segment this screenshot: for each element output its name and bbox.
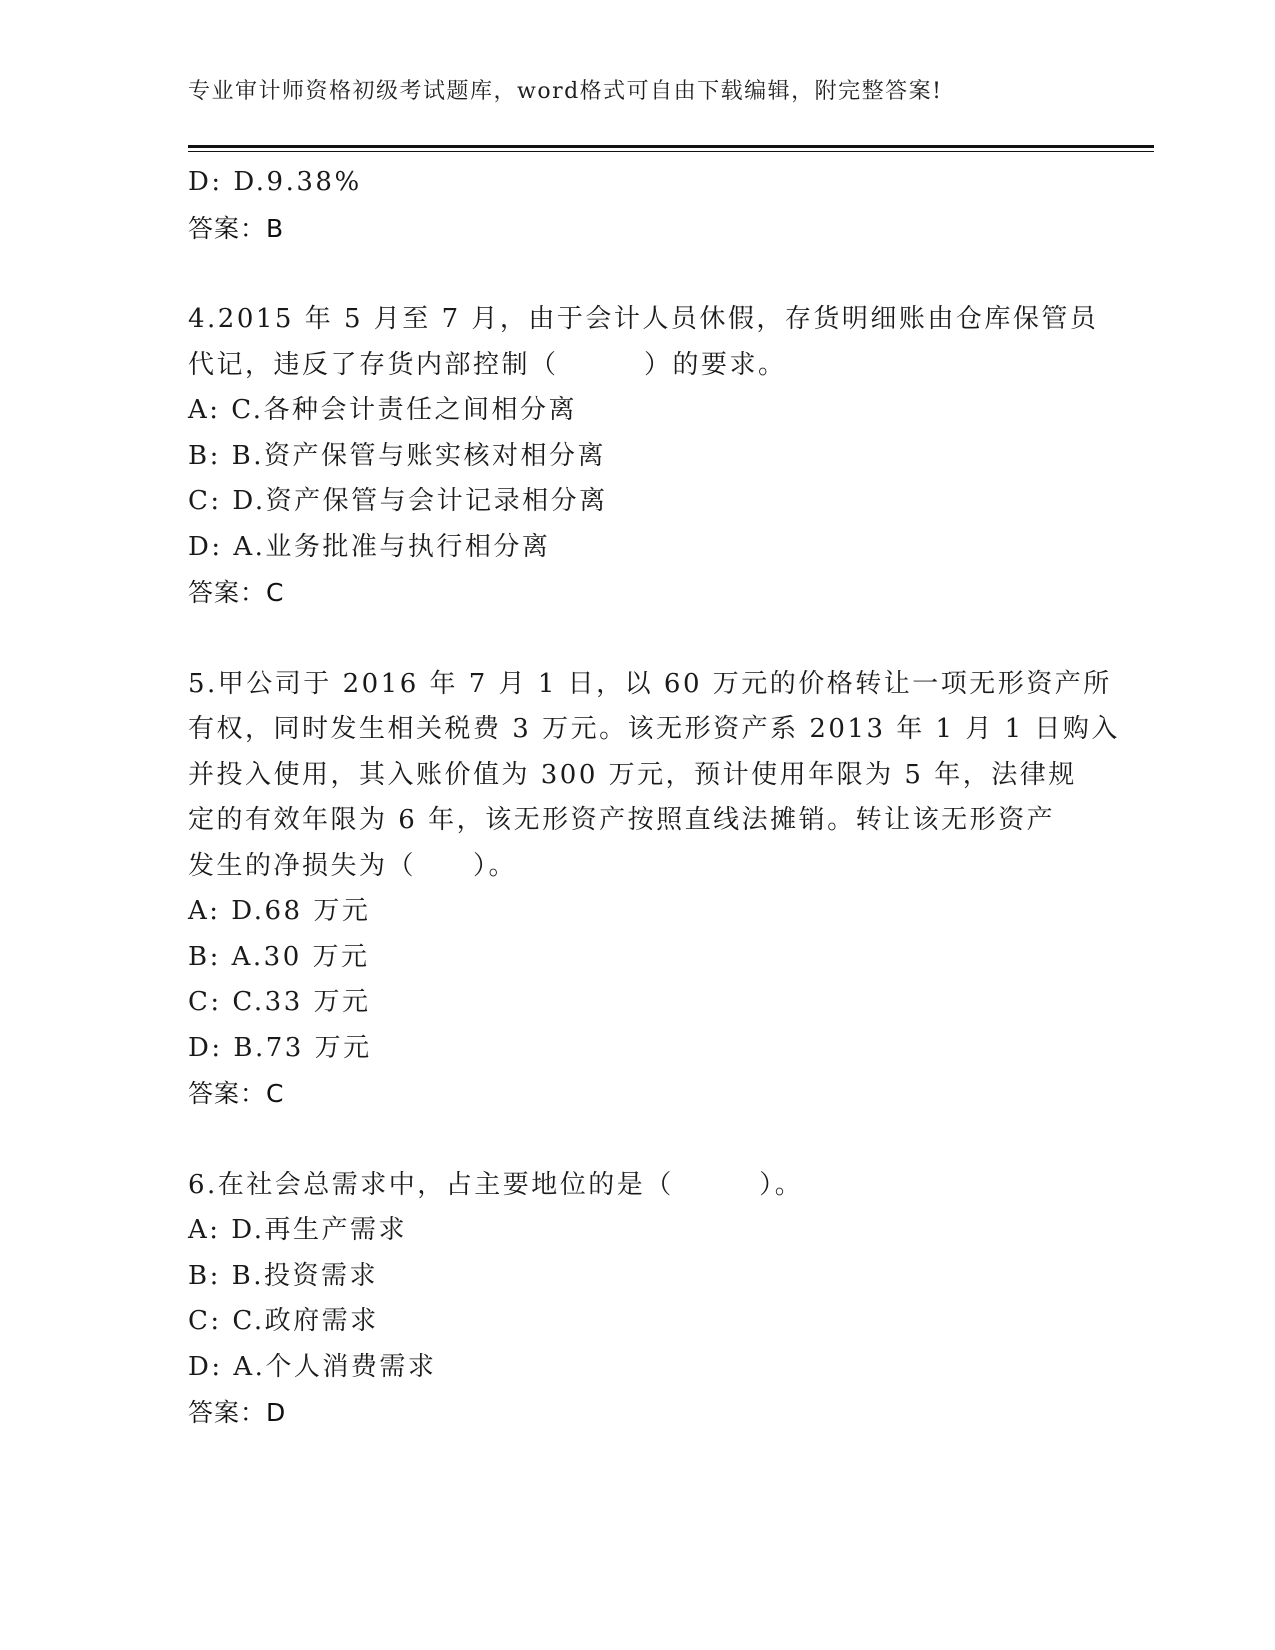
option-d: D: B.73 万元 — [188, 1032, 372, 1063]
option-a: A: D.再生产需求 — [188, 1215, 407, 1245]
question-text-line: 5.甲公司于 2016 年 7 月 1 日，以 60 万元的价格转让一项无形资产所 — [188, 668, 1112, 699]
document-body — [188, 160, 1120, 1436]
option-c: C: D.资产保管与会计记录相分离 — [188, 486, 608, 516]
question-text-line: 6.在社会总需求中，占主要地位的是（ ）。 — [188, 1169, 804, 1200]
question-text-line: 并投入使用，其入账价值为 300 万元，预计使用年限为 5 年，法律规 — [188, 759, 1077, 790]
option-a: A: D.68 万元 — [188, 896, 371, 926]
question-5 — [188, 662, 1120, 1117]
option-b: B: B.投资需求 — [188, 1260, 379, 1291]
answer: 答案：C — [188, 1079, 285, 1108]
header-rule-thick — [188, 145, 1154, 148]
question-text-line: 定的有效年限为 6 年，该无形资产按照直线法摊销。转让该无形资产 — [188, 805, 1056, 835]
option-c: C: C.33 万元 — [188, 987, 371, 1017]
question-text-line: 代记，违反了存货内部控制（ ）的要求。 — [188, 349, 787, 380]
option-b: B: A.30 万元 — [188, 941, 370, 972]
question-text-line: 发生的净损失为（ ）。 — [188, 850, 518, 881]
answer: 答案：C — [188, 578, 285, 607]
page-header: 专业审计师资格初级考试题库，word格式可自由下载编辑，附完整答案! — [188, 79, 943, 104]
answer: 答案：D — [188, 1398, 287, 1427]
question-text-line: 有权，同时发生相关税费 3 万元。该无形资产系 2013 年 1 月 1 日购入 — [188, 714, 1120, 744]
option-d: D: A.业务批准与执行相分离 — [188, 531, 551, 562]
question-text-line: 4.2015 年 5 月至 7 月，由于会计人员休假，存货明细账由仓库保管员 — [188, 304, 1099, 334]
option-c: C: C.政府需求 — [188, 1306, 379, 1336]
option-d: D: A.个人消费需求 — [188, 1351, 437, 1382]
option-b: B: B.资产保管与账实核对相分离 — [188, 440, 607, 471]
header-rule-thin — [188, 151, 1154, 152]
option-a: A: C.各种会计责任之间相分离 — [188, 395, 578, 425]
prev-question-tail — [188, 160, 1088, 251]
question-4 — [188, 297, 1099, 616]
answer: 答案：B — [188, 213, 285, 243]
option-d: D: D.9.38% — [188, 167, 362, 197]
question-6 — [188, 1163, 1088, 1436]
